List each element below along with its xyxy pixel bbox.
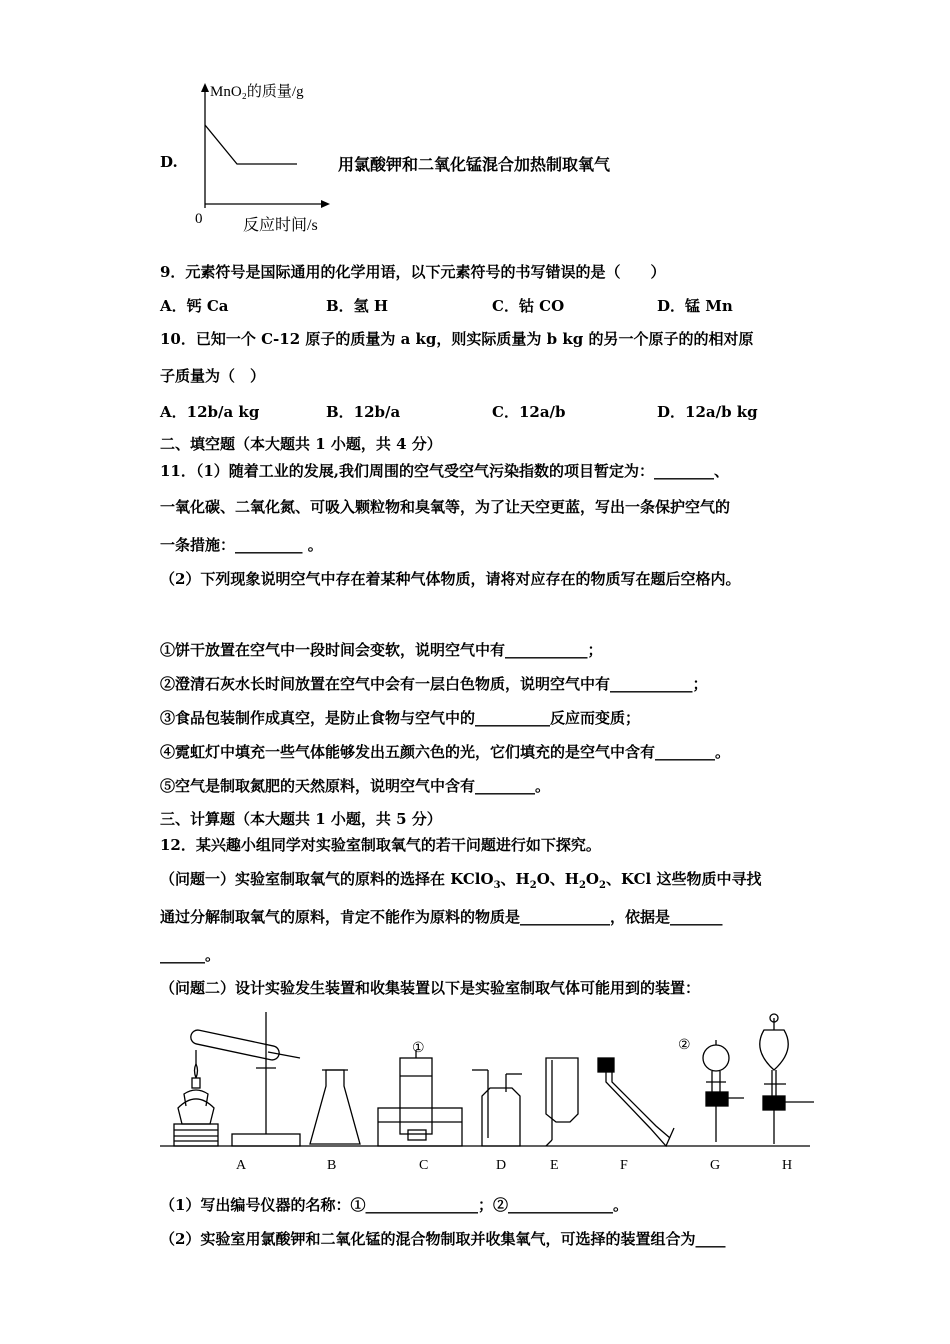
label-a: A	[236, 1158, 247, 1173]
q10-option-c: C．12a/b	[492, 403, 566, 421]
marker-1: ①	[412, 1041, 425, 1056]
section2-title: 二、填空题（本大题共 1 小题，共 4 分）	[160, 435, 442, 453]
q10-option-a: A．12b/a kg	[160, 403, 260, 421]
q11-line1: 11．（1）随着工业的发展,我们周围的空气受空气污染指数的项目暂定为：________、	[160, 462, 730, 480]
apparatus-b	[310, 1070, 360, 1144]
q11-item-3: ③食品包装制作成真空，是防止食物与空气中的__________反应而变质；	[160, 709, 641, 727]
q12-problem2: （问题二）设计实验发生装置和收集装置以下是实验室制取气体可能用到的装置：	[160, 979, 701, 997]
label-b: B	[327, 1158, 337, 1173]
q9-option-a: A．钙 Ca	[160, 297, 229, 315]
lab-apparatus-figure	[160, 1010, 820, 1160]
section3-title: 三、计算题（本大题共 1 小题，共 5 分）	[160, 810, 442, 828]
q11-part2: （2）下列现象说明空气中存在着某种气体物质，请将对应存在的物质写在题后空格内。	[160, 570, 741, 588]
q11-item-1: ①饼干放置在空气中一段时间会变软，说明空气中有___________；	[160, 641, 603, 659]
graph-y-arrow	[201, 83, 209, 92]
apparatus-a	[174, 1012, 300, 1146]
q11-item-2: ②澄清石灰水长时间放置在空气中会有一层白色物质，说明空气中有___________；	[160, 675, 708, 693]
apparatus-c	[378, 1050, 462, 1146]
apparatus-f	[598, 1058, 674, 1146]
marker-2: ②	[678, 1038, 691, 1053]
label-e: E	[550, 1158, 559, 1173]
graph-origin-label: 0	[195, 211, 203, 227]
q12-sub1: （1）写出编号仪器的名称：①_______________；②______________。	[160, 1196, 628, 1214]
q11-line2: 一氧化碳、二氧化氮、可吸入颗粒物和臭氧等，为了让天空更蓝，写出一条保护空气的	[160, 498, 731, 516]
label-c: C	[419, 1158, 429, 1173]
q12-stem: 12．某兴趣小组同学对实验室制取氧气的若干问题进行如下探究。	[160, 836, 601, 854]
q11-item-5: ⑤空气是制取氮肥的天然原料，说明空气中含有________。	[160, 777, 551, 795]
q10-option-b: B．12b/a	[326, 403, 401, 421]
mno2-mass-graph	[185, 80, 335, 220]
q10-option-d: D．12a/b kg	[657, 403, 758, 421]
q9-option-d: D．锰 Mn	[657, 297, 733, 315]
graph-curve	[205, 125, 297, 164]
label-f: F	[620, 1158, 628, 1173]
q12-problem1-line3: ______。	[160, 946, 221, 964]
q10-stem-line1: 10．已知一个 C-12 原子的质量为 a kg，则实际质量为 b kg 的另一个原子的的相对原	[160, 330, 754, 348]
graph-caption: 用氯酸钾和二氧化锰混合加热制取氧气	[338, 155, 611, 174]
q9-stem: 9．元素符号是国际通用的化学用语，以下元素符号的书写错误的是（ ）	[160, 263, 666, 281]
apparatus-e	[546, 1058, 578, 1146]
q12-problem1-line2: 通过分解制取氧气的原料，肯定不能作为原料的物质是____________，依据是_______	[160, 908, 723, 926]
q9-option-c: C．钴 CO	[492, 297, 565, 315]
apparatus-g	[703, 1040, 744, 1142]
label-d: D	[496, 1158, 507, 1173]
q11-line3: 一条措施：_________ 。	[160, 536, 323, 554]
apparatus-d	[472, 1070, 522, 1146]
apparatus-h	[760, 1014, 814, 1144]
q10-stem-line2: 子质量为（ ）	[160, 367, 266, 385]
label-g: G	[710, 1158, 721, 1173]
label-h: H	[782, 1158, 793, 1173]
graph-y-label: MnO₂的质量/g	[210, 84, 304, 100]
graph-x-label: 反应时间/s	[243, 217, 318, 234]
q9-option-b: B．氢 H	[326, 297, 389, 315]
q12-problem1-line1: （问题一）实验室制取氧气的原料的选择在 KClO$_3$、$H_2O$、$H_2O_2$、KCl 这些物质中寻找	[160, 870, 762, 891]
q12-sub2: （2）实验室用氯酸钾和二氧化锰的混合物制取并收集氧气，可选择的装置组合为____	[160, 1230, 726, 1248]
graph-x-arrow	[321, 200, 330, 208]
option-d-letter: D.	[160, 153, 178, 171]
q11-item-4: ④霓虹灯中填充一些气体能够发出五颜六色的光，它们填充的是空气中含有________。	[160, 743, 731, 761]
